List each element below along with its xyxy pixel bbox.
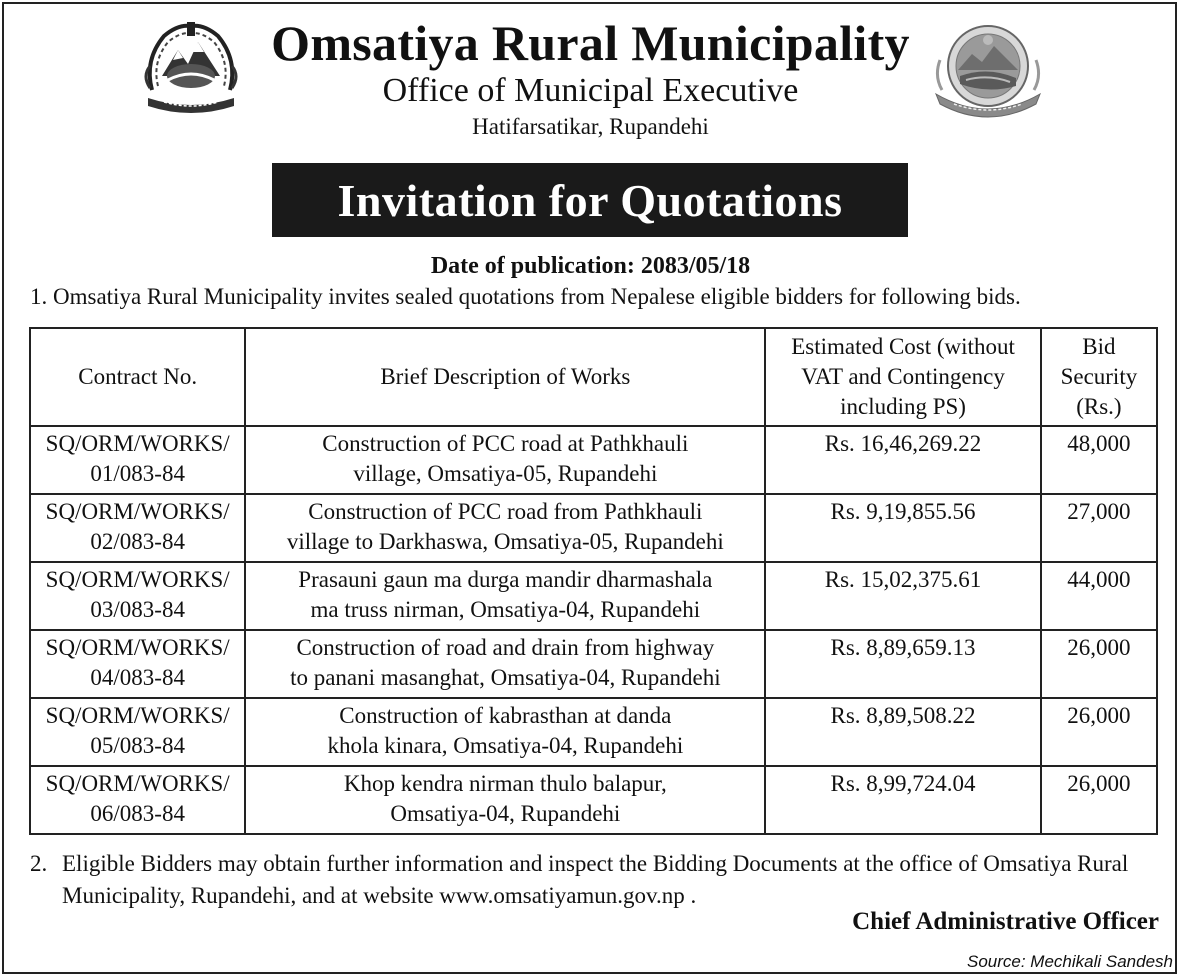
header-cost-line2: VAT and Contingency <box>801 364 1005 389</box>
description-cell <box>245 698 765 766</box>
bid-security-cell: 48,000 <box>1041 426 1157 494</box>
header-description-label: Brief Description of Works <box>380 364 631 389</box>
description-line1: Prasauni gaun ma durga mandir dharmashala <box>298 567 713 592</box>
bid-security-cell: 44,000 <box>1041 562 1157 630</box>
header-cost-line3: including PS) <box>840 394 966 419</box>
contract-no-line1: SQ/ORM/WORKS/ <box>45 567 230 592</box>
header-security-line2: Security <box>1060 364 1138 389</box>
header-security-line3: (Rs.) <box>1076 394 1122 419</box>
description-line1: Construction of PCC road at Pathkhauli <box>322 431 689 456</box>
note-text: Eligible Bidders may obtain further information and inspect the Bidding Documents at the office of Omsatiya Rural Municipality, Rupandehi, and at website www.omsatiyamun.gov.np . <box>62 851 1129 908</box>
description-line2: ma truss nirman, Omsatiya-04, Rupandehi <box>310 597 701 622</box>
header-contract-no <box>30 328 245 426</box>
header-description <box>245 328 765 426</box>
office-address: Hatifarsatikar, Rupandehi <box>472 114 709 139</box>
table-row <box>30 766 1157 834</box>
source-credit: Source: Mechikali Sandesh <box>966 952 1173 971</box>
table-row <box>30 630 1157 698</box>
intro-paragraph: 1. Omsatiya Rural Municipality invites sealed quotations from Nepalese eligible bidders for following bids. <box>30 284 1021 309</box>
estimated-cost-cell: Rs. 8,89,659.13 <box>765 630 1040 698</box>
description-cell <box>245 630 765 698</box>
notice-banner <box>272 163 908 237</box>
estimated-cost-cell: Rs. 8,89,508.22 <box>765 698 1040 766</box>
signature-title: Chief Administrative Officer <box>852 908 1159 935</box>
header-estimated-cost <box>765 328 1040 426</box>
bid-security-cell: 26,000 <box>1041 698 1157 766</box>
description-line2: village, Omsatiya-05, Rupandehi <box>353 461 658 486</box>
bid-security-cell: 26,000 <box>1041 630 1157 698</box>
contract-no-line1: SQ/ORM/WORKS/ <box>45 771 230 796</box>
description-cell <box>245 494 765 562</box>
contract-no-line2: 02/083-84 <box>90 529 185 554</box>
description-line2: Omsatiya-04, Rupandehi <box>390 801 621 826</box>
header-cost-line1: Estimated Cost (without <box>791 334 1015 359</box>
description-line1: Construction of kabrasthan at danda <box>339 703 672 728</box>
contract-no-cell <box>30 630 245 698</box>
description-line2: khola kinara, Omsatiya-04, Rupandehi <box>327 733 684 758</box>
contract-no-line1: SQ/ORM/WORKS/ <box>45 431 230 456</box>
publication-date: Date of publication: 2083/05/18 <box>430 253 751 279</box>
contract-no-cell <box>30 698 245 766</box>
contract-no-line2: 06/083-84 <box>90 801 185 826</box>
contract-no-line2: 03/083-84 <box>90 597 185 622</box>
note-number: 2. <box>30 851 48 876</box>
office-subtitle: Office of Municipal Executive <box>382 72 799 109</box>
contract-no-line2: 05/083-84 <box>90 733 185 758</box>
description-cell <box>245 766 765 834</box>
description-line2: to panani masanghat, Omsatiya-04, Rupandehi <box>290 665 721 690</box>
estimated-cost-cell: Rs. 8,99,724.04 <box>765 766 1040 834</box>
header-bid-security <box>1041 328 1157 426</box>
contract-no-cell <box>30 426 245 494</box>
header-security-line1: Bid <box>1082 334 1116 359</box>
description-line1: Construction of road and drain from highway <box>296 635 715 660</box>
contract-no-line2: 04/083-84 <box>90 665 185 690</box>
description-line1: Khop kendra nirman thulo balapur, <box>343 771 667 796</box>
estimated-cost-cell: Rs. 16,46,269.22 <box>765 426 1040 494</box>
bid-security-cell: 27,000 <box>1041 494 1157 562</box>
contract-no-line1: SQ/ORM/WORKS/ <box>45 499 230 524</box>
table-row <box>30 562 1157 630</box>
table-row <box>30 494 1157 562</box>
description-line2: village to Darkhaswa, Omsatiya-05, Rupandehi <box>286 529 724 554</box>
table-row <box>30 426 1157 494</box>
header-contract-no-label: Contract No. <box>78 364 198 389</box>
note-paragraph-2 <box>30 848 1181 912</box>
bids-table <box>29 327 1158 835</box>
bid-security-cell: 26,000 <box>1041 766 1157 834</box>
contract-no-line1: SQ/ORM/WORKS/ <box>45 703 230 728</box>
description-line1: Construction of PCC road from Pathkhauli <box>308 499 703 524</box>
contract-no-cell <box>30 562 245 630</box>
municipality-title: Omsatiya Rural Municipality <box>271 15 910 71</box>
contract-no-line2: 01/083-84 <box>90 461 185 486</box>
notice-heading: Invitation for Quotations <box>337 174 843 226</box>
estimated-cost-cell: Rs. 15,02,375.61 <box>765 562 1040 630</box>
contract-no-cell <box>30 766 245 834</box>
estimated-cost-cell: Rs. 9,19,855.56 <box>765 494 1040 562</box>
description-cell <box>245 562 765 630</box>
table-row <box>30 698 1157 766</box>
table-header-row <box>30 328 1157 426</box>
description-cell <box>245 426 765 494</box>
contract-no-line1: SQ/ORM/WORKS/ <box>45 635 230 660</box>
contract-no-cell <box>30 494 245 562</box>
